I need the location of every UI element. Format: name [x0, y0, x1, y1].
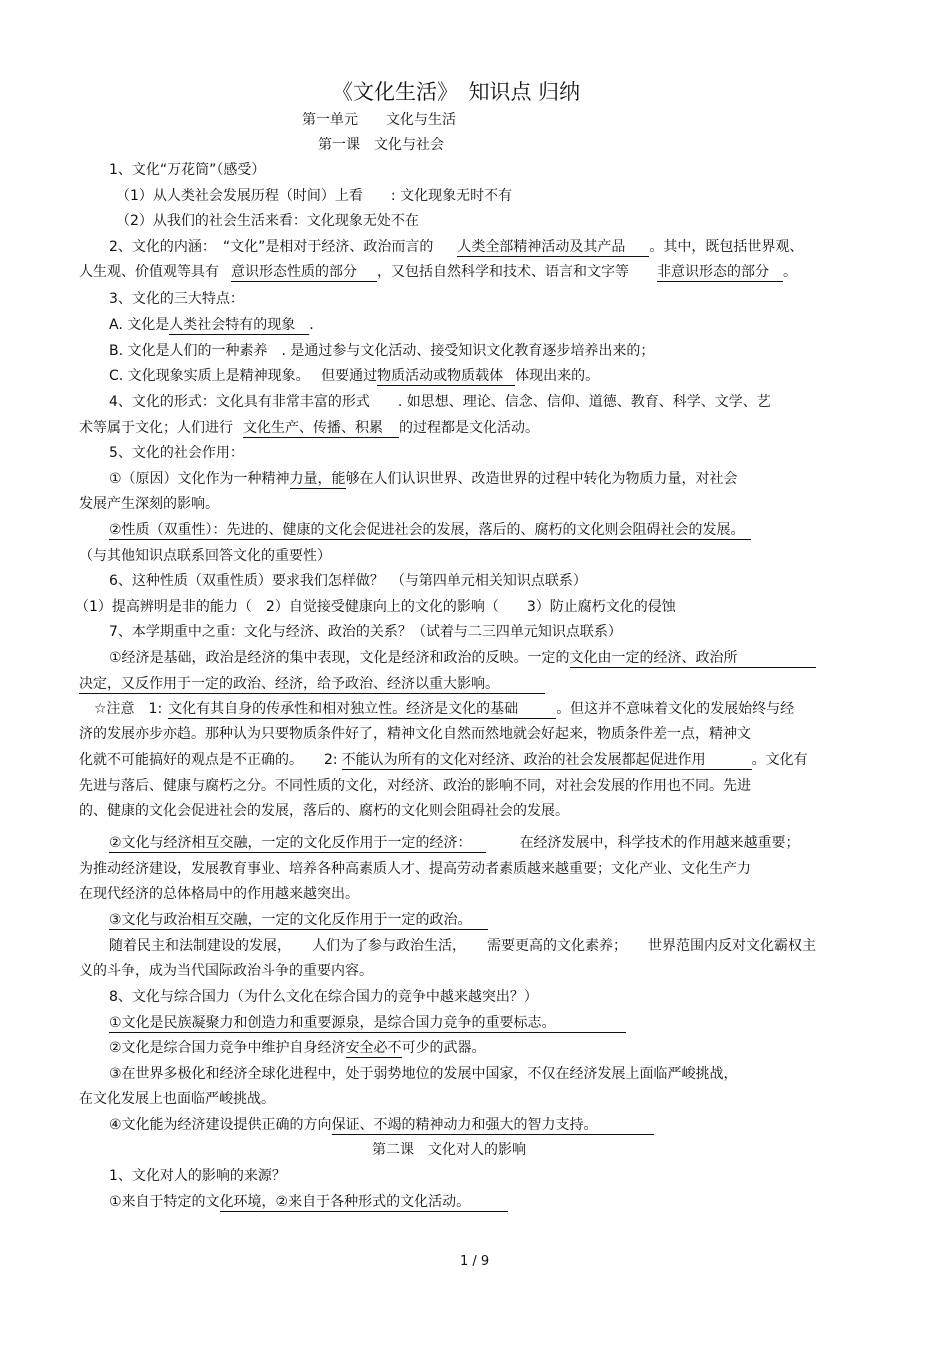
point-5-1-line2: 发展产生深刻的影响。: [79, 496, 219, 512]
blank-answer: ③文化与政治相互交融，一定的文化反作用于一定的政治。: [109, 911, 488, 930]
blank-answer: 保证、不竭的精神动力和强大的智力支持。: [332, 1116, 654, 1135]
lesson-heading: 第一课 文化与社会: [318, 137, 444, 153]
blank-answer: 不能认为所有的文化对经济、政治的社会发展都起促进作用: [342, 751, 752, 770]
point-2-line2: [79, 262, 797, 282]
blank-answer: 文化生产、传播、积累: [243, 419, 399, 438]
blank-answer: 意识形态性质的部分: [231, 263, 377, 282]
lesson2-point-1: 1、文化对人的影响的来源？: [109, 1168, 286, 1184]
point-8-1: [109, 1013, 626, 1033]
text: 的过程都是文化活动。: [399, 420, 539, 436]
blank-answer: 人类全部精神活动及其产品: [457, 238, 649, 257]
point-4-line1: 4、文化的形式：文化具有非常丰富的形式 . 如思想、理论、信念、信仰、道德、教育、科学、文学、艺: [109, 394, 771, 410]
point-5-note: （与其他知识点联系回答文化的重要性）: [79, 548, 331, 564]
point-7-3: [109, 910, 488, 930]
text: 可少的武器。: [401, 1040, 486, 1056]
text: ①（原因）文化作为一种精神: [109, 471, 290, 487]
note-line5: 的、健康的文化会促进社会的发展，落后的、腐朽的文化则会阻碍社会的发展。: [79, 803, 569, 819]
unit-heading: 第一单元 文化与生活: [302, 112, 456, 128]
text: 人生观、价值观等具有: [79, 264, 219, 280]
blank-answer: 人类社会特有的现象: [169, 316, 309, 335]
text: .: [309, 317, 314, 333]
text: 体现出来的。: [515, 368, 600, 384]
point-3: 3、文化的三大特点：: [109, 291, 244, 307]
point-3-a: [109, 315, 314, 335]
point-2-line1: [109, 237, 803, 257]
point-7-3-line2: 随着民主和法制建设的发展， 人们为了参与政治生活， 需要更高的文化素养； 世界范围内反对文化霸权主: [109, 938, 816, 954]
point-7-2-line1: [109, 833, 800, 853]
text: 。: [783, 264, 797, 280]
text: ②文化是综合国力竞争中维护自身经济: [109, 1040, 346, 1056]
text: 2、文化的内涵： “文化”是相对于经济、政治而言的: [109, 239, 434, 255]
lesson2-point-1-answer: [109, 1192, 508, 1212]
blank-answer: 力量，能: [289, 471, 346, 487]
point-7: 7、本学期重中之重：文化与经济、政治的关系？（试着与二三四单元知识点联系）: [109, 624, 622, 640]
blank-answer: 安全必不: [345, 1040, 402, 1056]
text: 。其中，既包括世界观、: [649, 239, 804, 255]
point-7-1-line1: [109, 648, 816, 668]
point-3-c: [109, 366, 599, 386]
blank-answer: 决定，又反作用于一定的政治、经济，给予政治、经济以重大影响。: [79, 675, 545, 694]
blank-answer: 文化由一定的经济、政治所: [570, 649, 816, 668]
point-5-1-line1: [109, 469, 738, 489]
text: C. 文化现象实质上是精神现象。 但要通过: [109, 368, 378, 384]
doc-title: 《文化生活》 知识点 归纳: [332, 80, 581, 104]
text: ☆注意 1:: [94, 701, 163, 717]
blank-answer: 来自于各种形式的文化活动。: [288, 1193, 508, 1212]
point-8-4: [109, 1115, 654, 1135]
blank-answer: ①文化是民族凝聚力和创造力和重要源泉，是综合国力竞争的重要标志。: [109, 1014, 626, 1033]
blank-answer: 文化有其自身的传承性和相对独立性。经济是文化的基础: [168, 700, 556, 719]
point-7-1-line2: [79, 674, 545, 694]
blank-answer: 物质活动或物质载体: [377, 367, 515, 386]
point-8: 8、文化与综合国力（为什么文化在综合国力的竞争中越来越突出？）: [109, 989, 538, 1005]
text: A. 文化是: [109, 317, 170, 333]
point-8-2: [109, 1038, 486, 1058]
blank-answer: ②性质（双重性）：先进的、健康的文化会促进社会的发展，落后的、腐朽的文化则会阻碍社会的发展。: [109, 521, 751, 540]
note-line2: 济的发展亦步亦趋。那种认为只要物质条件好了，精神文化自然而然地就会好起来，物质条件差一点，精神文: [79, 726, 751, 742]
point-1-2: （2）从我们的社会生活来看：文化现象无处不在: [116, 213, 419, 229]
text: 术等属于文化；人们进行: [79, 420, 233, 436]
text: ①经济是基础，政治是经济的集中表现，文化是经济和政治的反映。一定的: [109, 650, 570, 666]
point-8-3-line2: 在文化发展上也面临严峻挑战。: [79, 1091, 275, 1107]
point-5: 5、文化的社会作用：: [109, 445, 244, 461]
text: ，又包括自然科学和技术、语言和文字等: [377, 264, 629, 280]
text: 。文化有: [751, 752, 808, 768]
point-1-1: （1）从人类社会发展历程（时间）上看 : 文化现象无时不有: [116, 188, 513, 204]
text: 在经济发展中，科学技术的作用越来越重要；: [519, 835, 800, 851]
note-line1: [94, 699, 794, 719]
lesson-heading: 第二课 文化对人的影响: [372, 1142, 526, 1158]
note-line3: [79, 750, 808, 770]
text: 够在人们认识世界、改造世界的过程中转化为物质力量，对社会: [345, 471, 738, 487]
text: 。但这并不意味着文化的发展始终与经: [556, 701, 795, 717]
point-7-2-line3: 在现代经济的总体格局中的作用越来越突出。: [79, 886, 359, 902]
point-4-line2: [79, 418, 539, 438]
note-line4: 先进与落后、健康与腐朽之分。不同性质的文化，对经济、政治的影响不同，对社会发展的作用也不同。先进: [79, 778, 751, 794]
blank-answer: 化环境，②: [219, 1194, 289, 1210]
point-7-3-line3: 义的斗争，成为当代国际政治斗争的重要内容。: [79, 963, 373, 979]
page-number: 1 / 9: [460, 1254, 490, 1269]
blank-answer: ②文化与经济相互交融，一定的文化反作用于一定的经济：: [109, 834, 486, 853]
point-3-b: B. 文化是人们的一种素养 . 是通过参与文化活动、接受知识文化教育逐步培养出来的；: [109, 343, 655, 359]
point-1: 1、文化“万花筒”（感受）: [109, 162, 266, 178]
text: 化就不可能搞好的观点是不正确的。 2:: [79, 752, 338, 768]
point-8-3-line1: ③在世界多极化和经济全球化进程中，处于弱势地位的发展中国家，不仅在经济发展上面临严峻挑战，: [109, 1066, 738, 1082]
blank-answer: 非意识形态的部分: [657, 263, 783, 282]
point-6-answers: （1）提高辨明是非的能力（ 2）自觉接受健康向上的文化的影响（ 3）防止腐朽文化的侵蚀: [75, 599, 676, 615]
text: ①来自于特定的文: [109, 1194, 220, 1210]
point-5-2: [109, 520, 751, 540]
point-7-2-line2: 为推动经济建设，发展教育事业、培养各种高素质人才、提高劳动者素质越来越重要；文化产业、文化生产力: [79, 861, 751, 877]
text: ④文化能为经济建设提供正确的方向: [109, 1117, 332, 1133]
point-6: 6、这种性质（双重性质）要求我们怎样做？ （与第四单元相关知识点联系）: [109, 573, 587, 589]
